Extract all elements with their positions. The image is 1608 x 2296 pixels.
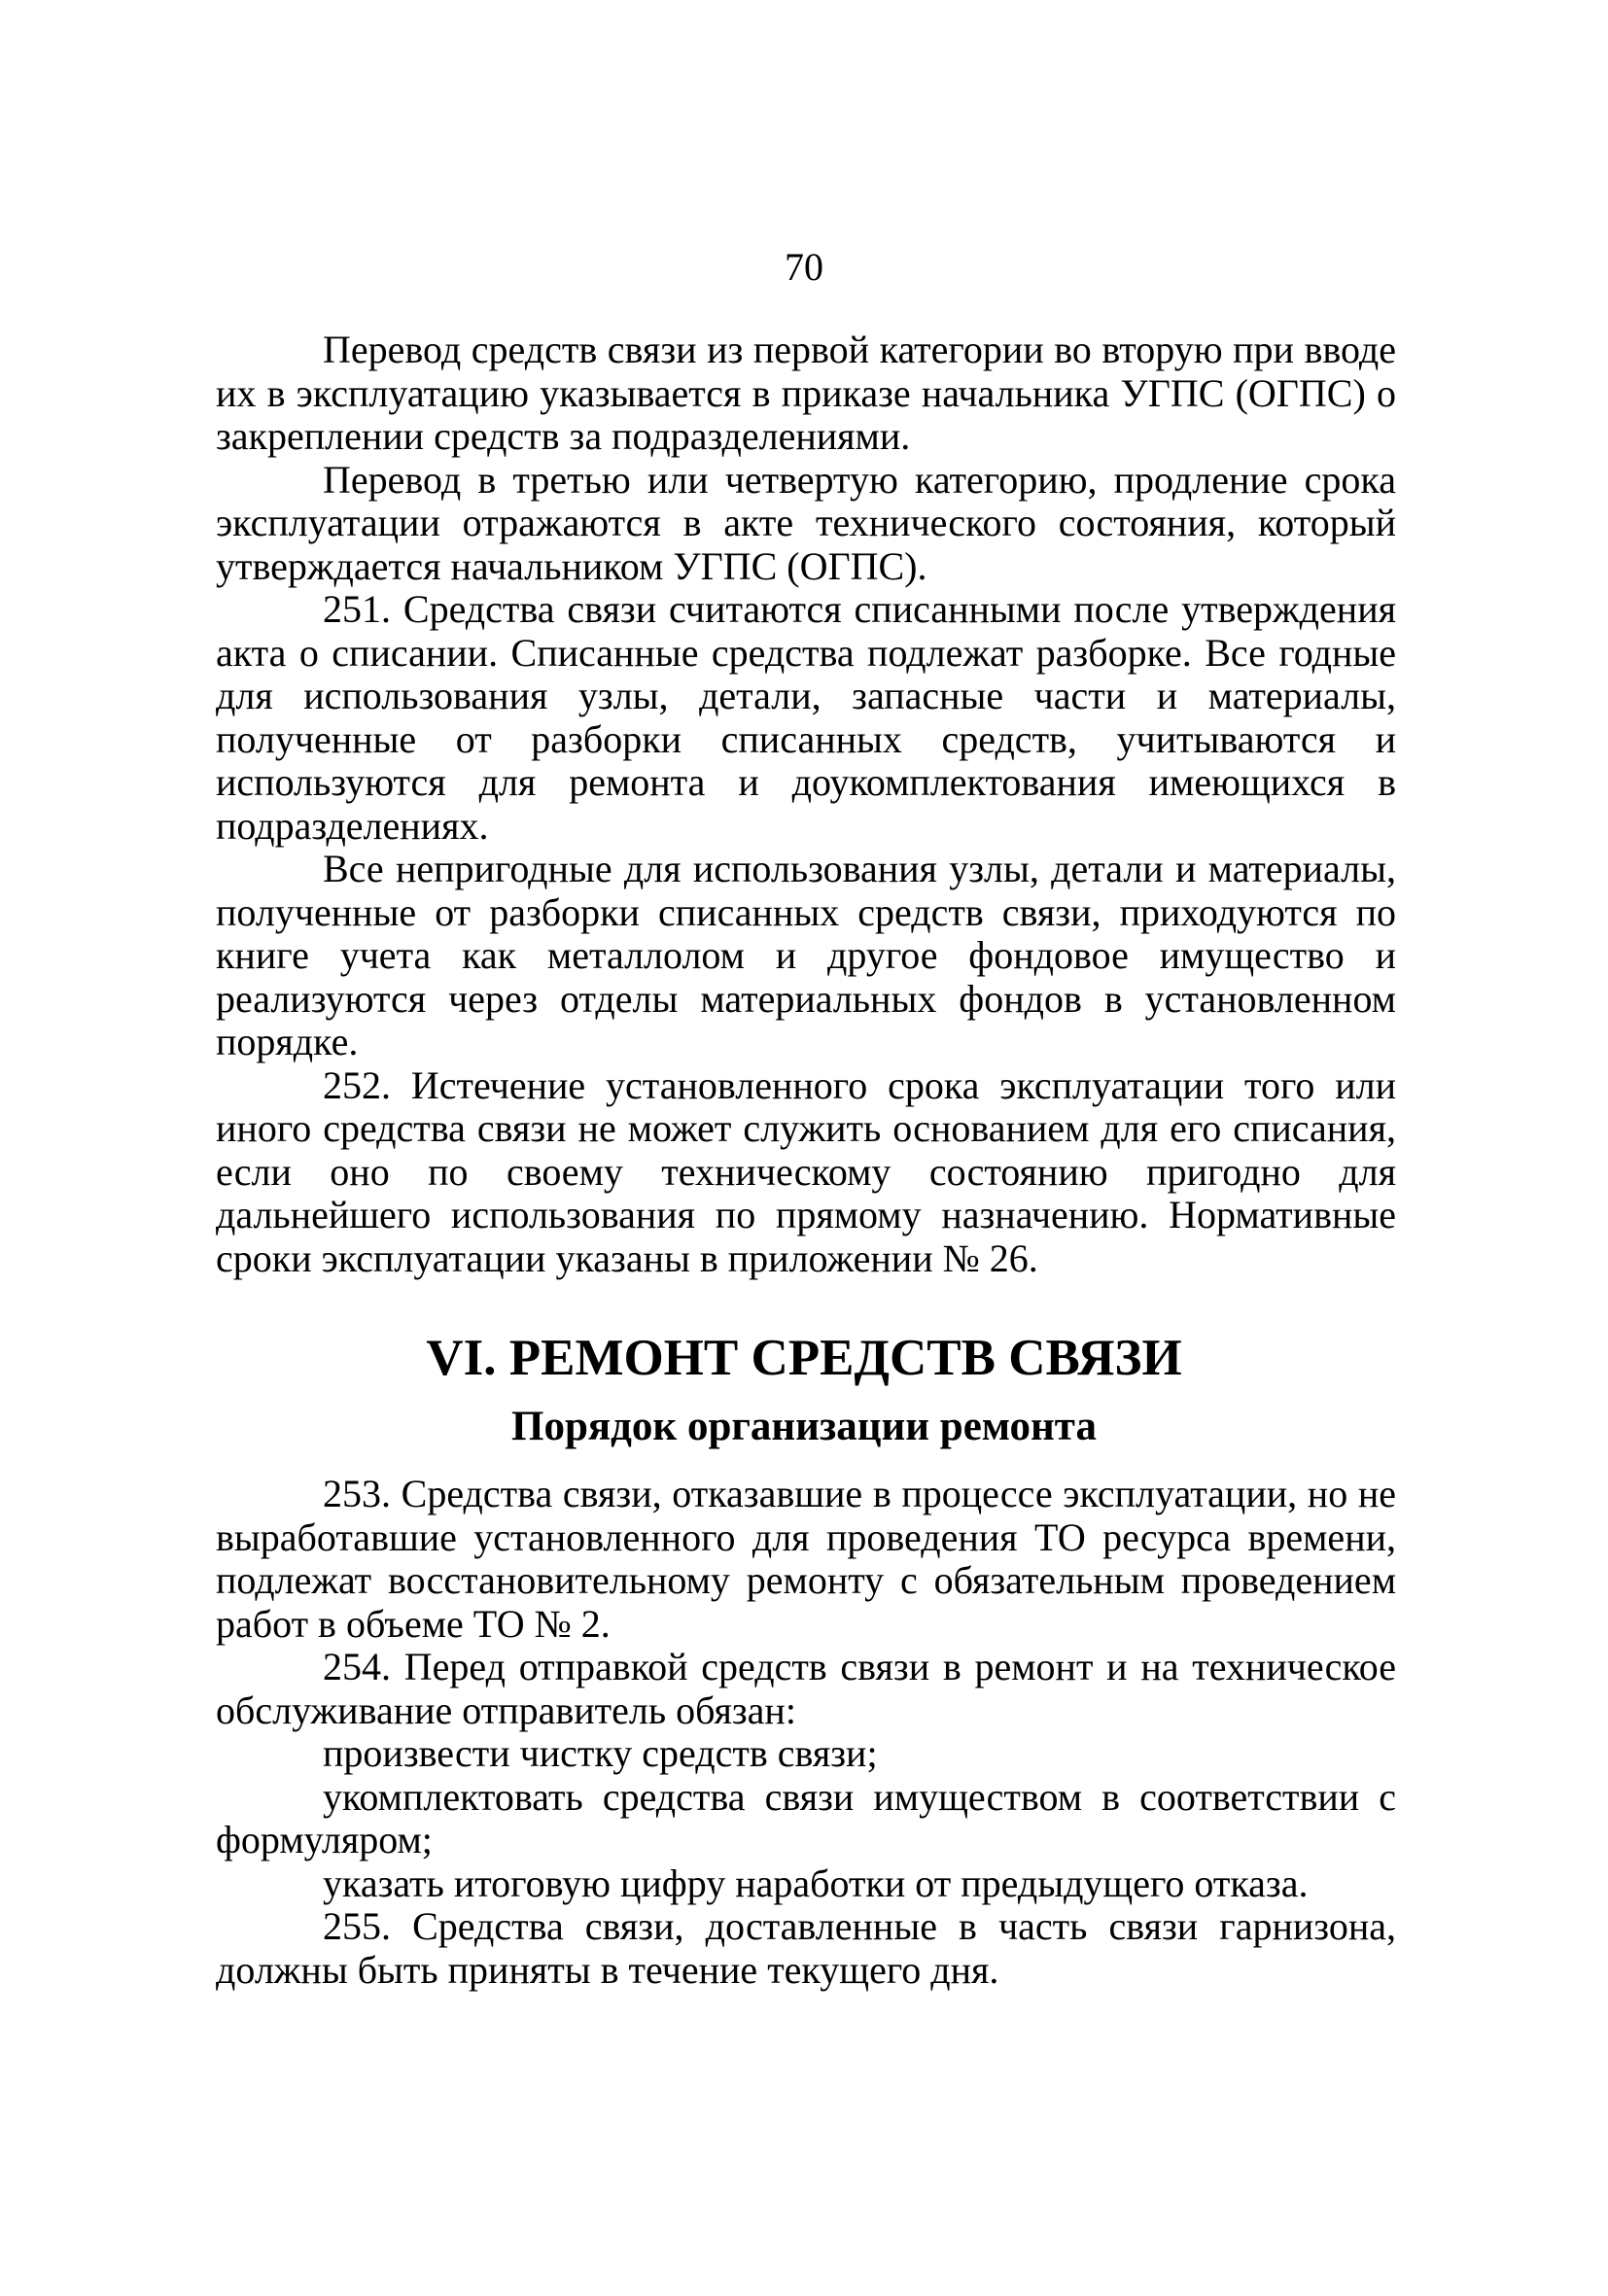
paragraph-transfer-third-fourth: Перевод в третью или четвертую категорию, продление срока эксплуатации отражаются в акте технического состояния, который утверждается начальником УГПС (ОГПС). <box>216 457 1396 588</box>
text-block-top <box>216 329 1396 1280</box>
sub-heading: Порядок организации ремонта <box>511 1404 1097 1449</box>
paragraph-255: 255. Средства связи, доставленные в часть связи гарнизона, должны быть приняты в течение текущего дня. <box>216 1904 1396 1992</box>
text-block-bottom <box>216 1473 1396 1992</box>
paragraph-transfer-category: Перевод средств связи из первой категории во вторую при вводе их в эксплуатацию указывается в приказе начальника УГПС (ОГПС) о закреплении средств за подразделениями. <box>216 328 1396 458</box>
page-number: 70 <box>785 245 823 289</box>
paragraph-253: 253. Средства связи, отказавшие в процессе эксплуатации, но не выработавшие установленного для проведения ТО ресурса времени, подлежат восстановительному ремонту с обязательным проведением работ в объеме ТО № 2. <box>216 1472 1396 1646</box>
list-item-operating-time: указать итоговую цифру наработки от предыдущего отказа. <box>323 1861 1309 1905</box>
list-item-complete-kit: укомплектовать средства связи имуществом в соответствии с формуляром; <box>216 1774 1396 1861</box>
section-heading: VI. РЕМОНТ СРЕДСТВ СВЯЗИ <box>426 1330 1182 1386</box>
paragraph-251: 251. Средства связи считаются списанными после утверждения акта о списании. Списанные средства подлежат разборке. Все годные для использования узлы, детали, запасные части и материалы, полученные от разборки списанных средств, учитываются и используются для ремонта и доукомплектования имеющихся в подразделениях. <box>216 587 1396 848</box>
list-item-clean: произвести чистку средств связи; <box>323 1731 878 1775</box>
paragraph-254: 254. Перед отправкой средств связи в ремонт и на техническое обслуживание отправитель обязан: <box>216 1645 1396 1732</box>
paragraph-unusable-parts: Все непригодные для использования узлы, детали и материалы, полученные от разборки списанных средств связи, приходуются по книге учета как металлолом и другое фондовое имущество и реализуются через отделы материальных фондов в установленном порядке. <box>216 847 1396 1063</box>
paragraph-252: 252. Истечение установленного срока эксплуатации того или иного средства связи не может служить основанием для его списания, если оно по своему техническому состоянию пригодно для дальнейшего использования по прямому назначению. Нормативные сроки эксплуатации указаны в приложении № 26. <box>216 1062 1396 1280</box>
